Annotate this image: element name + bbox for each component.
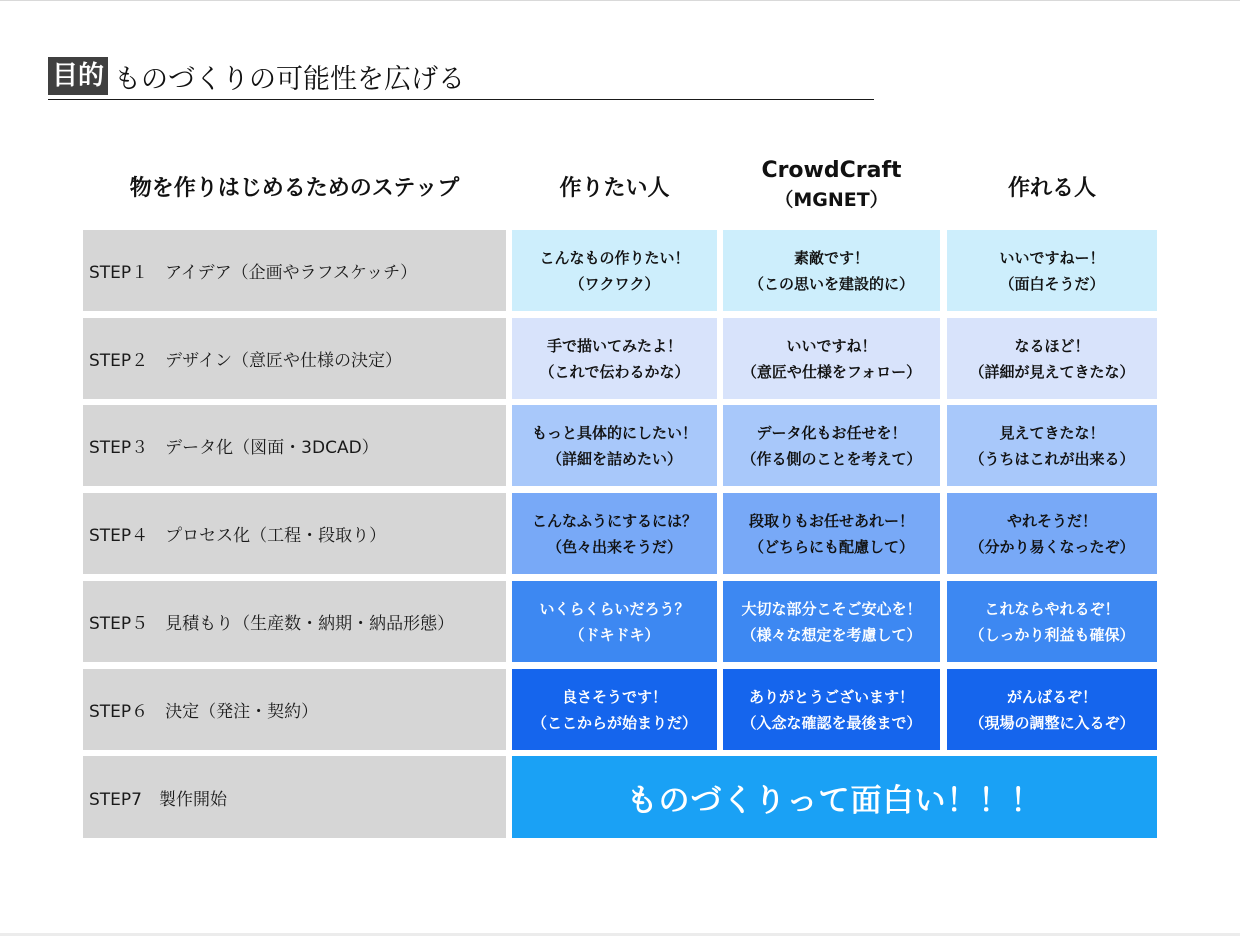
quote-line: 手で描いてみたよ！	[546, 336, 682, 355]
quote-line: いいですねー！	[999, 248, 1105, 267]
title-text: ものづくりの可能性を広げる	[114, 63, 466, 95]
step-1-wants-to-make-cell	[512, 230, 717, 311]
quote-line: いくらくらいだろう？	[539, 599, 690, 618]
quote-subline: （この思いを建設的に）	[748, 274, 914, 293]
quote-line: やれそうだ！	[1006, 511, 1097, 530]
quote-subline: （ドキドキ）	[569, 625, 660, 644]
top-border	[0, 0, 1240, 1]
step-3-label: STEP３ データ化（図面・3DCAD）	[83, 405, 506, 486]
title-tag: 目的	[48, 57, 108, 95]
step-2-crowdcraft-cell	[723, 318, 940, 399]
step-3-wants-to-make-cell	[512, 405, 717, 486]
step-1-can-make-cell	[947, 230, 1157, 311]
step-6-wants-to-make-cell	[512, 669, 717, 750]
step-6-crowdcraft-cell	[723, 669, 940, 750]
quote-line: 良さそうです！	[561, 687, 667, 706]
quote-subline: （ここからが始まりだ）	[531, 713, 697, 732]
title-underline	[48, 99, 874, 100]
step-4-can-make-cell	[947, 493, 1157, 574]
step-7-label: STEP7 製作開始	[83, 756, 506, 838]
step-4-wants-to-make-cell	[512, 493, 717, 574]
quote-subline: （現場の調整に入るぞ）	[969, 713, 1135, 732]
quote-subline: （うちはこれが出来る）	[969, 449, 1135, 468]
step-6-label: STEP６ 決定（発注・契約）	[83, 669, 506, 750]
step-2-wants-to-make-cell	[512, 318, 717, 399]
quote-line: なるほど！	[1014, 336, 1090, 355]
quote-subline: （ワクワク）	[569, 274, 660, 293]
header-crowdcraft	[723, 150, 940, 220]
header-can-make: 作れる人	[1007, 175, 1096, 201]
step-2-can-make-cell	[947, 318, 1157, 399]
step-4-label: STEP４ プロセス化（工程・段取り）	[83, 493, 506, 574]
quote-line: いいですね！	[786, 336, 877, 355]
quote-line: もっと具体的にしたい！	[531, 423, 697, 442]
quote-subline: （分かり易くなったぞ）	[969, 537, 1135, 556]
step-4-crowdcraft-cell	[723, 493, 940, 574]
quote-subline: （詳細を詰めたい）	[546, 449, 682, 468]
header-steps: 物を作りはじめるためのステップ	[129, 175, 460, 201]
step-5-crowdcraft-cell	[723, 581, 940, 662]
step-3-crowdcraft-cell	[723, 405, 940, 486]
quote-subline: （色々出来そうだ）	[546, 537, 682, 556]
quote-line: こんなもの作りたい！	[539, 248, 690, 267]
final-message: ものづくりって面白い！！！	[512, 756, 1157, 838]
quote-subline: （様々な想定を考慮して）	[741, 625, 922, 644]
step-2-label: STEP２ デザイン（意匠や仕様の決定）	[83, 318, 506, 399]
quote-subline: （意匠や仕様をフォロー）	[741, 362, 922, 381]
step-5-wants-to-make-cell	[512, 581, 717, 662]
quote-subline: （どちらにも配慮して）	[748, 537, 914, 556]
quote-line: がんばるぞ！	[1006, 687, 1097, 706]
step-1-label: STEP１ アイデア（企画やラフスケッチ）	[83, 230, 506, 311]
quote-subline: （作る側のことを考えて）	[741, 449, 922, 468]
quote-line: 段取りもお任せあれー！	[748, 511, 914, 530]
quote-line: データ化もお任せを！	[756, 423, 907, 442]
header-crowdcraft-sub: （MGNET）	[774, 189, 889, 211]
quote-line: これならやれるぞ！	[984, 599, 1120, 618]
quote-line: 見えてきたな！	[999, 423, 1105, 442]
header-wants-to-make: 作りたい人	[559, 175, 670, 201]
quote-line: こんなふうにするには？	[531, 511, 697, 530]
step-5-label: STEP５ 見積もり（生産数・納期・納品形態）	[83, 581, 506, 662]
step-1-crowdcraft-cell	[723, 230, 940, 311]
quote-subline: （これで伝わるかな）	[539, 362, 690, 381]
step-3-can-make-cell	[947, 405, 1157, 486]
quote-subline: （入念な確認を最後まで）	[741, 713, 922, 732]
step-6-can-make-cell	[947, 669, 1157, 750]
quote-subline: （面白そうだ）	[999, 274, 1105, 293]
step-5-can-make-cell	[947, 581, 1157, 662]
quote-subline: （しっかり利益も確保）	[969, 625, 1135, 644]
quote-line: 大切な部分こそご安心を！	[741, 599, 922, 618]
quote-line: 素敵です！	[793, 248, 869, 267]
quote-subline: （詳細が見えてきたな）	[969, 362, 1135, 381]
page-title	[48, 56, 465, 96]
quote-line: ありがとうございます！	[748, 687, 914, 706]
header-crowdcraft-name: CrowdCraft	[761, 158, 902, 183]
